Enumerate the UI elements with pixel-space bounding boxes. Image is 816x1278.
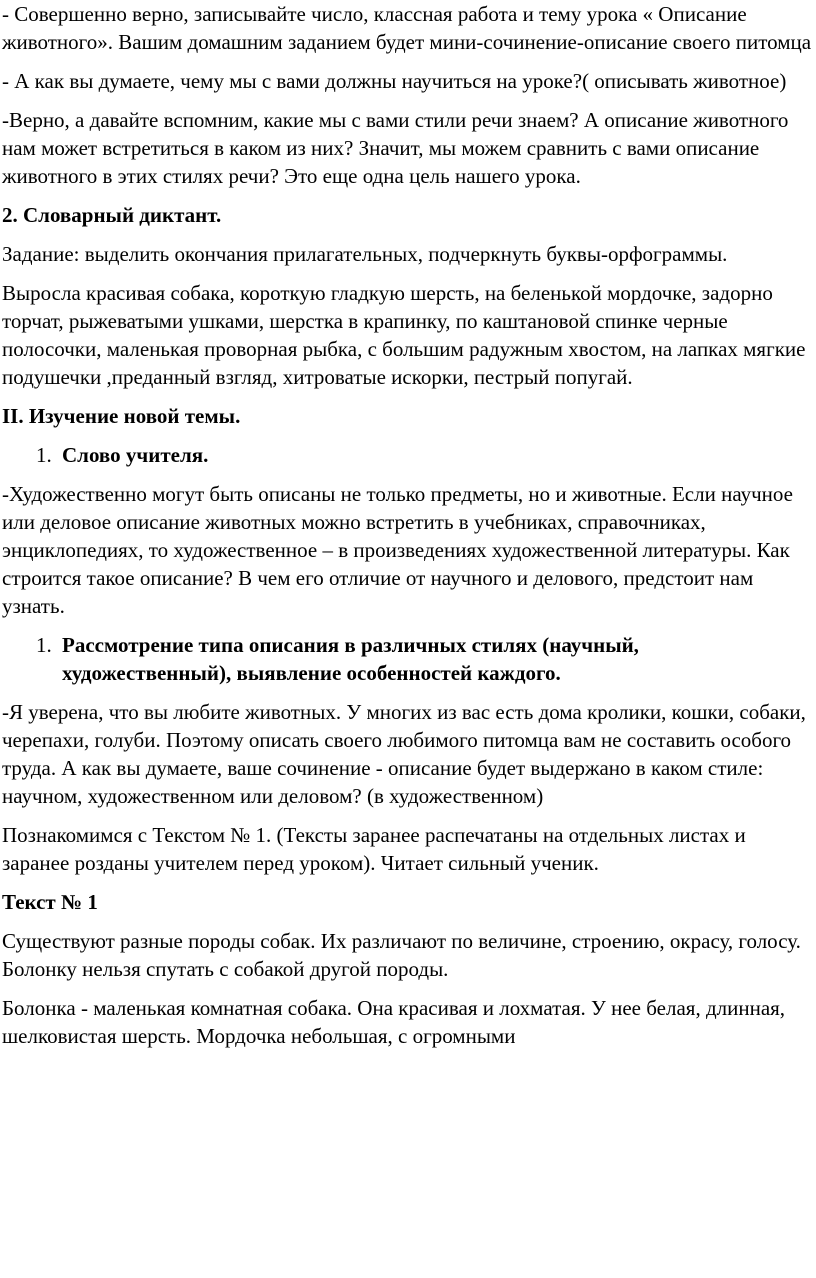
paragraph-dog-breeds: Существуют разные породы собак. Их различают по величине, строению, окрасу, голосу. Болонку нельзя спутать с собакой другой породы. <box>2 929 801 981</box>
paragraph-dictation-task: Задание: выделить окончания прилагательных, подчеркнуть буквы-орфограммы. <box>2 242 728 266</box>
list-item-number: 1. <box>36 443 52 467</box>
list-item-description-styles <box>2 631 812 687</box>
list-item-text: Рассмотрение типа описания в различных стилях (научный, художественный), выявление особенностей каждого. <box>62 633 639 685</box>
heading-text-one: Текст № 1 <box>2 890 98 914</box>
list-item-teacher-word <box>2 441 812 469</box>
paragraph-love-animals: -Я уверена, что вы любите животных. У многих из вас есть дома кролики, кошки, собаки, черепахи, голуби. Поэтому описать своего любимого питомца вам не составить особого труда. А как вы думаете, ваше сочинение - описание будет выдержано в каком стиле: научном, художественном или деловом? (в художественном) <box>2 700 806 808</box>
paragraph-homework: - Совершенно верно, записывайте число, классная работа и тему урока « Описание животного». Вашим домашним заданием будет мини-сочинение-описание своего питомца <box>2 2 812 54</box>
paragraph-artistic-description: -Художественно могут быть описаны не только предметы, но и животные. Если научное или деловое описание животных можно встретить в учебниках, справочниках, энциклопедиях, то художественное – в произведениях художественной литературы. Как строится такое описание? В чем его отличие от научного и делового, предстоит нам узнать. <box>2 482 793 618</box>
paragraph-text-one-intro: Познакомимся с Текстом № 1. (Тексты заранее распечатаны на отдельных листах и заранее розданы учителем перед уроком). Читает сильный ученик. <box>2 823 746 875</box>
paragraph-speech-styles: -Верно, а давайте вспомним, какие мы с вами стили речи знаем? А описание животного нам может встретиться в каком из них? Значит, мы можем сравнить с вами описание животного в этих стилях речи? Это еще одна цель нашего урока. <box>2 108 789 188</box>
list-item-text: Слово учителя. <box>62 443 209 467</box>
paragraph-dictation-text: Выросла красивая собака, короткую гладкую шерсть, на беленькой мордочке, задорно торчат, рыжеватыми ушками, шерстка в крапинку, по каштановой спинке черные полосочки, маленькая проворная рыбка, с большим радужным хвостом, на лапках мягкие подушечки ,преданный взгляд, хитроватые искорки, пестрый попугай. <box>2 281 806 389</box>
heading-vocabulary-dictation: 2. Словарный диктант. <box>2 203 222 227</box>
paragraph-lapdog-description: Болонка - маленькая комнатная собака. Она красивая и лохматая. У нее белая, длинная, шелковистая шерсть. Мордочка небольшая, с огромными <box>2 996 786 1048</box>
heading-new-topic: II. Изучение новой темы. <box>2 404 241 428</box>
list-item-number: 1. <box>36 633 52 657</box>
paragraph-lesson-goal: - А как вы думаете, чему мы с вами должны научиться на уроке?( описывать животное) <box>2 69 787 93</box>
